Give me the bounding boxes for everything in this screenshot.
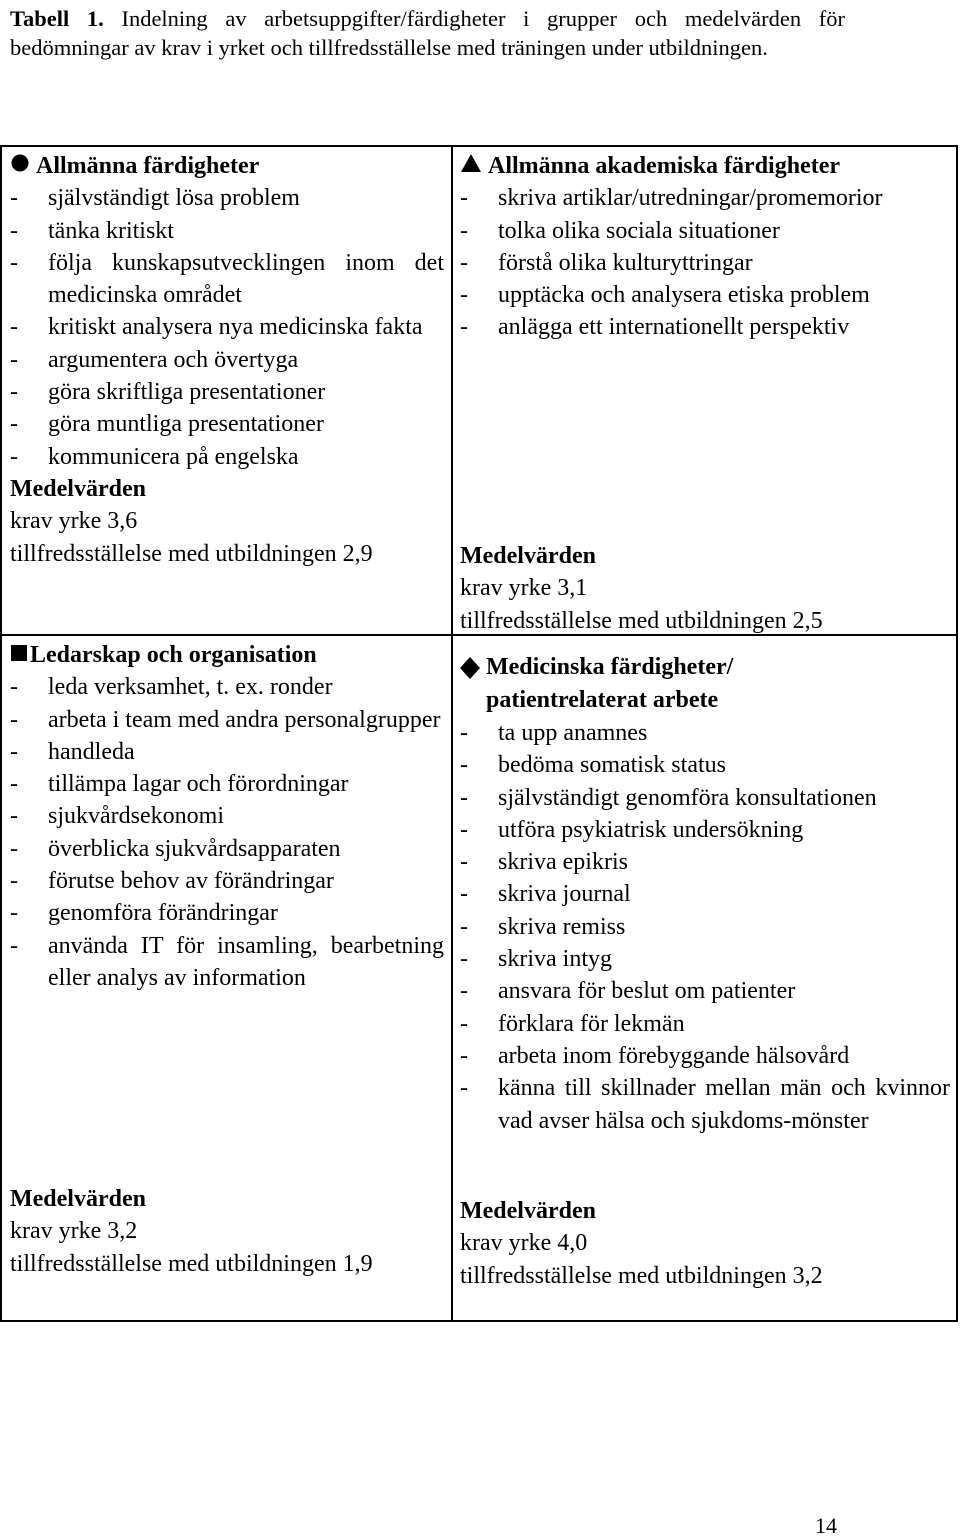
list-item	[460, 782, 950, 814]
table-border-left	[0, 145, 2, 1322]
list-item	[10, 865, 444, 897]
list-dash: -	[10, 314, 18, 341]
list-dash: -	[10, 379, 18, 406]
academic-skills-title: Allmänna akademiska färdigheter	[488, 153, 841, 179]
list-item	[460, 717, 950, 749]
list-dash: -	[10, 803, 18, 830]
table-border-right	[956, 145, 958, 1322]
list-dash: -	[460, 978, 468, 1005]
list-item	[460, 911, 950, 943]
list-item	[10, 311, 444, 343]
list-item	[460, 1040, 950, 1072]
mean-satisfaction: tillfredsställelse med utbildningen 1,9	[10, 1250, 373, 1277]
list-item	[460, 1072, 950, 1137]
list-item	[10, 215, 444, 247]
list-item-text: självständigt genomföra konsultationen	[498, 784, 877, 811]
list-item	[10, 704, 444, 736]
list-item	[10, 441, 444, 473]
cell-leadership	[10, 639, 444, 994]
cell-academic-skills	[460, 150, 950, 344]
list-dash: -	[10, 771, 18, 798]
list-dash: -	[460, 1075, 468, 1102]
list-item-text: förstå olika kulturyttringar	[498, 249, 753, 276]
list-item-text: kritiskt analysera nya medicinska fakta	[48, 314, 423, 341]
caption-text: Indelning av arbetsuppgifter/färdigheter i grupper och medelvärden för bedömningar av krav i yrket och tillfredsställelse med träningen under utbildningen.	[10, 6, 845, 60]
list-item-text: genomföra förändringar	[48, 900, 278, 927]
list-item	[10, 408, 444, 440]
list-item-text: göra muntliga presentationer	[48, 411, 324, 438]
leadership-mean-values	[10, 1183, 444, 1280]
list-item	[10, 736, 444, 768]
cell-medical-skills	[460, 651, 950, 1137]
list-item	[10, 800, 444, 832]
list-item	[10, 671, 444, 703]
table-border-bottom	[0, 1320, 958, 1322]
list-item-text: skriva remiss	[498, 913, 626, 940]
list-item	[460, 975, 950, 1007]
list-item-text: arbeta i team med andra personalgrupper	[48, 706, 441, 733]
list-item-text: skriva journal	[498, 881, 631, 908]
list-item-text: förutse behov av förändringar	[48, 868, 334, 895]
list-item-text: leda verksamhet, t. ex. ronder	[48, 674, 333, 701]
mean-demand: krav yrke 3,1	[460, 575, 588, 602]
list-item-text: följa kunskapsutvecklingen inom det medicinska området	[48, 249, 444, 309]
list-item	[460, 311, 950, 343]
list-dash: -	[10, 411, 18, 438]
list-dash: -	[460, 849, 468, 876]
list-item	[10, 376, 444, 408]
square-icon	[10, 639, 28, 671]
list-dash: -	[10, 738, 18, 765]
list-dash: -	[460, 752, 468, 779]
list-item-text: kommunicera på engelska	[48, 443, 299, 470]
list-dash: -	[10, 835, 18, 862]
mean-satisfaction: tillfredsställelse med utbildningen 2,9	[10, 540, 373, 567]
diamond-icon	[460, 656, 480, 689]
caption-label: Tabell 1.	[10, 6, 104, 31]
list-item-text: skriva artiklar/utredningar/promemorior	[498, 185, 883, 212]
mean-demand: krav yrke 3,2	[10, 1218, 138, 1245]
academic-mean-values	[460, 540, 950, 637]
leadership-title: Ledarskap och organisation	[30, 642, 317, 668]
list-item-text: handleda	[48, 738, 135, 765]
list-dash: -	[10, 346, 18, 373]
medical-mean-values	[460, 1195, 950, 1292]
list-item-text: ta upp anamnes	[498, 720, 648, 746]
list-item	[10, 897, 444, 929]
table-column-divider	[451, 145, 453, 1322]
list-dash: -	[10, 249, 18, 276]
list-dash: -	[460, 784, 468, 811]
list-dash: -	[10, 900, 18, 927]
list-item	[10, 182, 444, 214]
list-item-text: tänka kritiskt	[48, 217, 174, 244]
list-item-text: skriva intyg	[498, 946, 612, 973]
medical-skills-heading	[460, 651, 950, 717]
list-item	[460, 749, 950, 781]
list-dash: -	[460, 881, 468, 908]
list-item	[460, 247, 950, 279]
list-dash: -	[460, 913, 468, 940]
list-dash: -	[460, 282, 468, 309]
medical-skills-title: Medicinska färdigheter/ patientrelaterat arbete	[486, 654, 734, 713]
list-item-text: bedöma somatisk status	[498, 752, 726, 779]
cell-general-skills	[10, 150, 444, 570]
list-item-text: argumentera och övertyga	[48, 346, 299, 373]
list-item	[460, 943, 950, 975]
list-item-text: förklara för lekmän	[498, 1010, 685, 1037]
mean-demand: krav yrke 3,6	[10, 508, 138, 535]
list-dash: -	[10, 932, 18, 959]
general-skills-title: Allmänna färdigheter	[36, 153, 260, 179]
mean-values-heading: Medelvärden	[10, 1186, 146, 1212]
list-item-text: självständigt lösa problem	[48, 185, 300, 212]
mean-values-heading: Medelvärden	[460, 1198, 596, 1224]
list-item-text: tillämpa lagar och förordningar	[48, 771, 349, 798]
list-item-text: skriva epikris	[498, 849, 628, 876]
list-item	[460, 182, 950, 214]
list-dash: -	[460, 946, 468, 973]
mean-satisfaction: tillfredsställelse med utbildningen 2,5	[460, 607, 823, 634]
list-item-text: arbeta inom förebyggande hälsovård	[498, 1042, 850, 1069]
list-dash: -	[460, 816, 468, 843]
list-dash: -	[460, 1010, 468, 1037]
list-dash: -	[10, 185, 18, 212]
list-item	[10, 247, 444, 312]
list-dash: -	[10, 217, 18, 244]
table-caption	[10, 4, 845, 62]
list-item-text: tolka olika sociala situationer	[498, 217, 780, 244]
list-item	[10, 768, 444, 800]
list-dash: -	[10, 706, 18, 733]
list-dash: -	[460, 1042, 468, 1069]
list-item	[460, 878, 950, 910]
list-item	[460, 215, 950, 247]
general-skills-heading	[10, 150, 444, 182]
academic-skills-heading	[460, 150, 950, 182]
circle-icon	[10, 150, 30, 182]
list-item-text: utföra psykiatrisk undersökning	[498, 816, 804, 843]
list-dash: -	[10, 443, 18, 470]
list-item	[460, 846, 950, 878]
list-item	[460, 279, 950, 311]
list-item	[10, 344, 444, 376]
list-item-text: upptäcka och analysera etiska problem	[498, 282, 870, 309]
triangle-icon	[460, 150, 482, 182]
mean-values-heading: Medelvärden	[460, 543, 596, 569]
mean-satisfaction: tillfredsställelse med utbildningen 3,2	[460, 1262, 823, 1289]
list-item	[10, 930, 444, 995]
list-item	[10, 833, 444, 865]
list-item-text: göra skriftliga presentationer	[48, 379, 326, 406]
list-item-text: överblicka sjukvårdsapparaten	[48, 835, 341, 862]
list-item	[460, 814, 950, 846]
list-item	[460, 1008, 950, 1040]
list-item-text: känna till skillnader mellan män och kvinnor vad avser hälsa och sjukdoms-mönster	[498, 1075, 950, 1134]
list-dash: -	[460, 249, 468, 276]
list-item-text: ansvara för beslut om patienter	[498, 978, 796, 1005]
table-border-top	[0, 145, 958, 147]
list-dash: -	[460, 720, 468, 746]
list-item-text: sjukvårdsekonomi	[48, 803, 224, 830]
mean-demand: krav yrke 4,0	[460, 1230, 588, 1257]
list-dash: -	[460, 217, 468, 244]
page-number: 14	[815, 1513, 837, 1538]
leadership-heading	[10, 639, 444, 671]
mean-values-heading: Medelvärden	[10, 475, 146, 502]
list-dash: -	[10, 674, 18, 701]
list-dash: -	[460, 185, 468, 212]
list-dash: -	[460, 314, 468, 341]
list-dash: -	[10, 868, 18, 895]
list-item-text: använda IT för insamling, bearbetning eller analys av information	[48, 932, 444, 991]
list-item-text: anlägga ett internationellt perspektiv	[498, 314, 850, 341]
